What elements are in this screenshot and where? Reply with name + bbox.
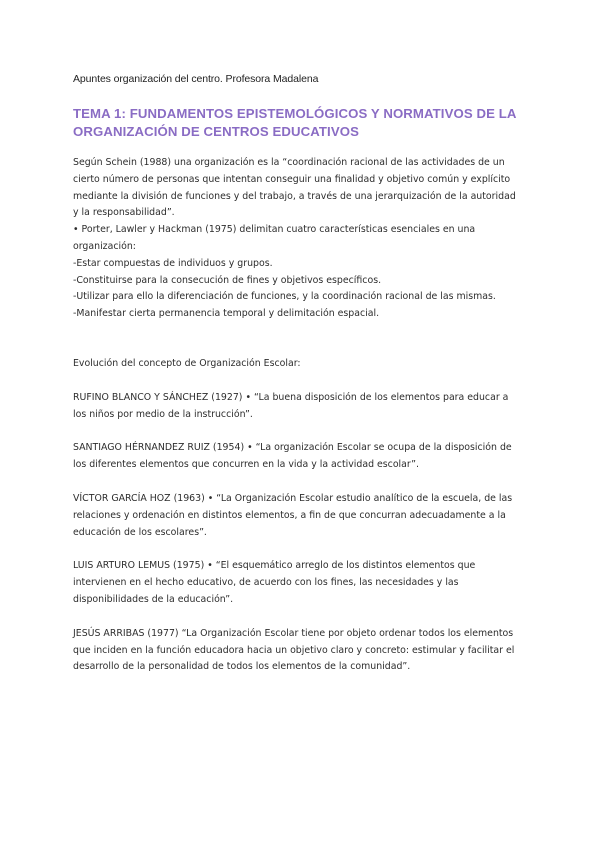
intro-definition: Según Schein (1988) una organización es la “coordinación racional de las actividades de un cierto número de personas que intentan conseguir una finalidad y objetivo común y explícito mediante la división de funciones y del trabajo, a través de una jerarquización de la autoridad y la responsabilidad”. [73,157,516,219]
quote-item: LUIS ARTURO LEMUS (1975) • “El esquemático arreglo de los distintos elementos que intervienen en el hecho educativo, de acuerdo con los fines, las necesidades y las disponibilidades de la educación”. [73,560,476,605]
characteristic-item: -Constituirse para la consecución de fines y objetivos específicos. [73,274,382,286]
intro-section [73,155,523,323]
spacer [73,323,523,356]
quotes-list [73,390,523,676]
document-page [73,72,523,693]
quote-item: RUFINO BLANCO Y SÁNCHEZ (1927) • “La buena disposición de los elementos para educar a los niños por medio de la instrucción”. [73,391,509,420]
evolution-heading: Evolución del concepto de Organización Escolar: [73,357,301,369]
quote-item: JESÚS ARRIBAS (1977) “La Organización Escolar tiene por objeto ordenar todos los elementos que inciden en la función educadora hacia un objetivo claro y concreto: estimular y facilitar el desarrollo de la personalidad de todos los elementos de la comunidad”. [73,627,515,673]
page-title: TEMA 1: FUNDAMENTOS EPISTEMOLÓGICOS Y NORMATIVOS DE LA ORGANIZACIÓN DE CENTROS EDUCATIVOS [73,106,517,139]
characteristic-item: -Utilizar para ello la diferenciación de funciones, y la coordinación racional de las mismas. [73,291,496,303]
quote-item: VÍCTOR GARCÍA HOZ (1963) • “La Organización Escolar estudio analítico de la escuela, de las relaciones y ordenación en distintos elementos, a fin de que concurran adecuadamente a la educación de los escolares”. [73,492,513,538]
quote-item: SANTIAGO HÉRNANDEZ RUIZ (1954) • “La organización Escolar se ocupa de la disposición de los diferentes elementos que concurren en la vida y la actividad escolar”. [73,442,512,471]
intro-characteristics: • Porter, Lawler y Hackman (1975) delimitan cuatro características esenciales en una organización: [73,224,476,252]
document-header: Apuntes organización del centro. Profesora Madalena [73,73,319,85]
characteristic-item: -Estar compuestas de individuos y grupos. [73,257,273,269]
characteristic-item: -Manifestar cierta permanencia temporal y delimitación espacial. [73,308,380,320]
